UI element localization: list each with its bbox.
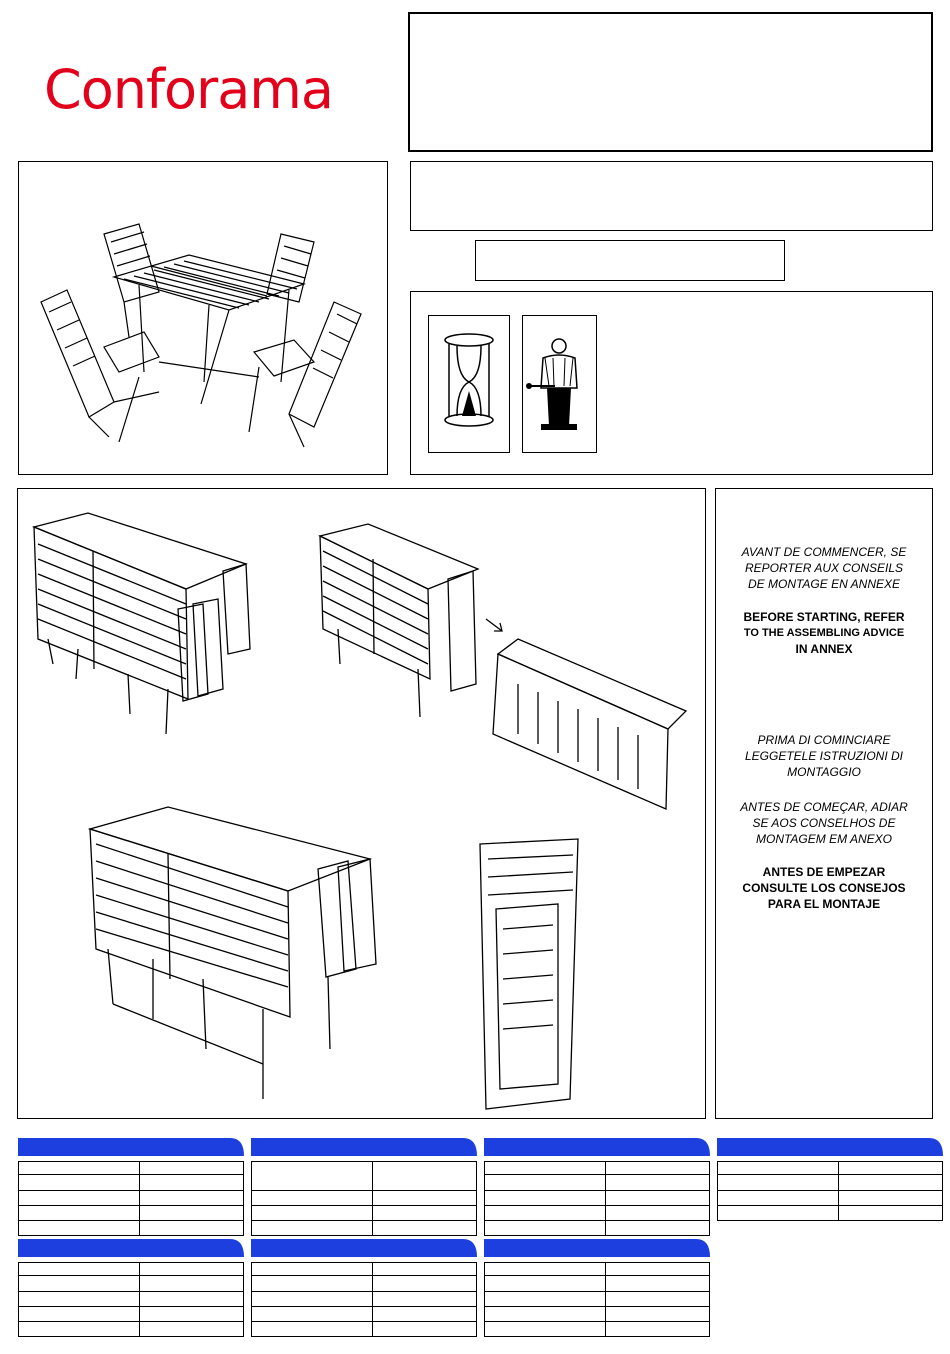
blank-table-7 — [484, 1237, 710, 1337]
blank-table-1 — [18, 1136, 244, 1236]
hourglass-icon — [429, 316, 509, 452]
table-header-band — [18, 1237, 244, 1257]
table-header-band — [484, 1136, 710, 1156]
reference-box — [475, 240, 785, 281]
table-and-chairs-illustration — [19, 162, 387, 474]
advice-portuguese: ANTES DE COMEÇAR, ADIAR SE AOS CONSELHOS DE MONTAGEM EM ANEXO — [740, 800, 908, 846]
blank-table-6 — [251, 1237, 477, 1337]
blank-table-2 — [251, 1136, 477, 1236]
table-header-band — [484, 1237, 710, 1257]
blank-table-5 — [18, 1237, 244, 1337]
advice-italian: PRIMA DI COMINCIARE LEGGETELE ISTRUZIONI DI MONTAGGIO — [744, 733, 904, 779]
table-header-band — [251, 1237, 477, 1257]
worker-with-tool-icon — [523, 316, 596, 452]
title-box — [408, 12, 933, 152]
conforama-logo: Conforama — [44, 58, 334, 121]
table-header-band — [18, 1136, 244, 1156]
advice-english: BEFORE STARTING, REFER TO THE ASSEMBLING ADVICE IN ANNEX — [743, 610, 905, 656]
folded-table-illustration-box — [17, 488, 706, 1119]
time-icon-box — [428, 315, 510, 453]
info-box — [410, 291, 933, 475]
description-box — [410, 161, 933, 231]
blank-table-4 — [717, 1136, 943, 1221]
product-illustration-box — [18, 161, 388, 475]
blank-table-3 — [484, 1136, 710, 1236]
worker-icon-box — [522, 315, 597, 453]
table-header-band — [717, 1136, 943, 1156]
advice-spanish: ANTES DE EMPEZAR CONSULTE LOS CONSEJOS PARA EL MONTAJE — [742, 865, 906, 911]
folded-table-illustrations — [18, 489, 705, 1118]
table-header-band — [251, 1136, 477, 1156]
advice-french: AVANT DE COMMENCER, SE REPORTER AUX CONSEILS DE MONTAGE EN ANNEXE — [741, 545, 907, 591]
